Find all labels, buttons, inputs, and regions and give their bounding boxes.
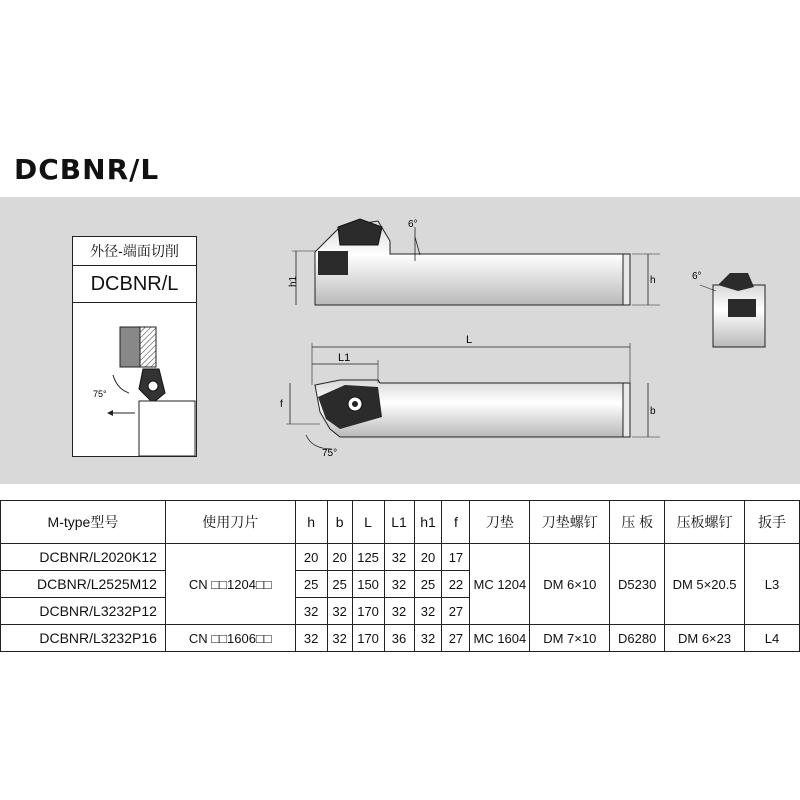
L-cell: 170 <box>352 625 384 652</box>
dim-angle-6a: 6° <box>408 219 418 230</box>
table-row <box>1 544 800 571</box>
col-header: f <box>442 501 470 544</box>
side-shank-end <box>623 254 630 305</box>
model-cell: DCBNR/L3232P16 <box>1 625 166 652</box>
b-cell: 32 <box>327 625 352 652</box>
model-cell: DCBNR/L2525M12 <box>1 571 166 598</box>
model-cell: DCBNR/L2020K12 <box>1 544 166 571</box>
b-cell: 25 <box>327 571 352 598</box>
operation-label: 外径-端面切削 <box>73 237 196 266</box>
dim-angle-75b: 75° <box>322 448 338 459</box>
col-header: h1 <box>414 501 442 544</box>
dim-line <box>415 237 420 255</box>
col-header: 压板螺钉 <box>665 501 745 544</box>
h1-cell: 20 <box>414 544 442 571</box>
h-cell: 32 <box>295 598 327 625</box>
model-cell: DCBNR/L3232P12 <box>1 598 166 625</box>
col-header: L1 <box>384 501 414 544</box>
b-cell: 20 <box>327 544 352 571</box>
h-cell: 25 <box>295 571 327 598</box>
clamp-screw-cell: DM 5×20.5 <box>665 544 745 625</box>
L-cell: 125 <box>352 544 384 571</box>
clamp-cell: D6280 <box>610 625 665 652</box>
end-view <box>692 271 765 347</box>
col-header: b <box>327 501 352 544</box>
b-cell: 32 <box>327 598 352 625</box>
side-insert <box>318 251 348 275</box>
holder-drawing <box>0 197 800 484</box>
shim-screw-cell: DM 7×10 <box>530 625 610 652</box>
dim-h1: h1 <box>288 275 299 287</box>
h-cell: 32 <box>295 625 327 652</box>
f-cell: 27 <box>442 625 470 652</box>
clamp-cell: D5230 <box>610 544 665 625</box>
L1-cell: 32 <box>384 544 414 571</box>
L1-cell: 32 <box>384 571 414 598</box>
dim-L1: L1 <box>338 352 351 364</box>
side-view <box>288 219 660 305</box>
col-header: h <box>295 501 327 544</box>
col-header: 使用刀片 <box>165 501 295 544</box>
L-cell: 170 <box>352 598 384 625</box>
col-header: M-type型号 <box>1 501 166 544</box>
col-header: 压 板 <box>610 501 665 544</box>
insert-cell: CN □□1204□□ <box>165 544 295 625</box>
f-cell: 17 <box>442 544 470 571</box>
L1-cell: 36 <box>384 625 414 652</box>
op-angle-label: 75° <box>93 389 107 399</box>
col-header: 扳手 <box>745 501 800 544</box>
top-screw-head-icon <box>352 401 358 407</box>
operation-code: DCBNR/L <box>73 266 196 303</box>
page-title: DCBNR/L <box>14 153 160 186</box>
f-cell: 22 <box>442 571 470 598</box>
wrench-cell: L4 <box>745 625 800 652</box>
h1-cell: 32 <box>414 625 442 652</box>
spec-table <box>0 500 800 652</box>
shim-cell: MC 1604 <box>470 625 530 652</box>
end-insert <box>728 299 756 317</box>
L-cell: 150 <box>352 571 384 598</box>
h1-cell: 32 <box>414 598 442 625</box>
dim-L: L <box>466 334 473 346</box>
L1-cell: 32 <box>384 598 414 625</box>
clamp-screw-cell: DM 6×23 <box>665 625 745 652</box>
col-header: 刀垫螺钉 <box>530 501 610 544</box>
shim-cell: MC 1204 <box>470 544 530 625</box>
h1-cell: 25 <box>414 571 442 598</box>
shim-screw-cell: DM 6×10 <box>530 544 610 625</box>
insert-cell: CN □□1606□□ <box>165 625 295 652</box>
wrench-cell: L3 <box>745 544 800 625</box>
dim-f: f <box>280 399 283 410</box>
dim-b: b <box>650 406 656 417</box>
h-cell: 20 <box>295 544 327 571</box>
col-header: 刀垫 <box>470 501 530 544</box>
table-row <box>1 625 800 652</box>
table-header-row <box>1 501 800 544</box>
dim-angle-6b: 6° <box>692 271 702 282</box>
top-view <box>280 334 660 459</box>
top-shank-end <box>623 383 630 437</box>
col-header: L <box>352 501 384 544</box>
dim-h: h <box>650 275 656 286</box>
f-cell: 27 <box>442 598 470 625</box>
angle-arc <box>306 435 332 449</box>
